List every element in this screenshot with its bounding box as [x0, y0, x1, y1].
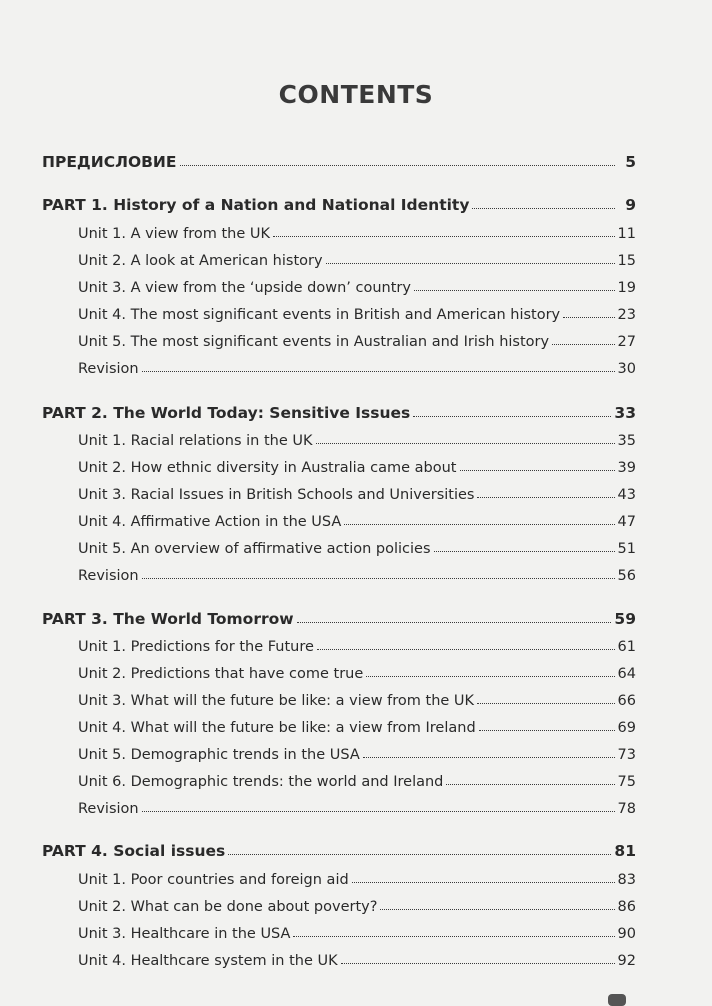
- dot-leader: [142, 811, 615, 812]
- dot-leader: [297, 622, 612, 623]
- dot-leader: [414, 290, 615, 291]
- toc-unit-entry: [0, 864, 712, 888]
- toc-entry-page-number: 83: [617, 872, 636, 888]
- toc-entry-page-number: 9: [625, 196, 636, 214]
- toc-entry-page-number: 33: [614, 404, 636, 422]
- toc-entry-page-number: 27: [617, 334, 636, 350]
- toc-entry-label: Unit 4. What will the future be like: a view from Ireland: [78, 720, 476, 736]
- toc-unit-entry: [0, 766, 712, 790]
- dot-leader: [273, 236, 615, 237]
- toc-entry-page-number: 81: [614, 842, 636, 860]
- toc-entry-label: Unit 3. What will the future be like: a view from the UK: [78, 693, 475, 709]
- toc-entry-page-number: 61: [617, 639, 636, 655]
- toc-entry-label: Unit 6. Demographic trends: the world and Ireland: [78, 774, 444, 790]
- page-corner-mark: [608, 994, 626, 1006]
- toc-entry-label: PART 1. History of a Nation and National Identity: [42, 196, 470, 214]
- toc-entry-page-number: 59: [614, 610, 636, 628]
- toc-entry-label: Revision: [78, 568, 139, 584]
- toc-unit-entry: [0, 245, 712, 269]
- toc-entry-label: PART 3. The World Tomorrow: [42, 610, 294, 628]
- toc-entry-label: Unit 3. A view from the ‘upside down’ country: [78, 280, 411, 296]
- toc-part-entry: [0, 836, 712, 860]
- toc-unit-entry: [0, 425, 712, 449]
- toc-entry-page-number: 69: [617, 720, 636, 736]
- toc-entry-page-number: 73: [617, 747, 636, 763]
- toc-part-entry: [0, 190, 712, 214]
- toc-entry-page-number: 11: [617, 226, 636, 242]
- toc-unit-entry: [0, 506, 712, 530]
- toc-entry-label: Unit 1. Racial relations in the UK: [78, 433, 313, 449]
- toc-entry-page-number: 15: [617, 253, 636, 269]
- toc-entry-label: Unit 3. Racial Issues in British Schools and Universities: [78, 487, 475, 503]
- toc-unit-entry: [0, 326, 712, 350]
- toc-part-entry: [0, 398, 712, 422]
- toc-part-entry: [0, 604, 712, 628]
- page-title: CONTENTS: [278, 80, 434, 109]
- toc-entry-label: PART 2. The World Today: Sensitive Issues: [42, 404, 411, 422]
- toc-entry-label: Unit 1. A view from the UK: [78, 226, 270, 242]
- dot-leader: [477, 703, 615, 704]
- dot-leader: [434, 551, 615, 552]
- toc-unit-entry: [0, 658, 712, 682]
- dot-leader: [228, 854, 611, 855]
- dot-leader: [479, 730, 615, 731]
- toc-unit-entry: [0, 685, 712, 709]
- dot-leader: [366, 676, 614, 677]
- toc-entry-label: PART 4. Social issues: [42, 842, 226, 860]
- toc-entry-label: ПРЕДИСЛОВИЕ: [42, 153, 177, 171]
- toc-entry-label: Unit 2. Predictions that have come true: [78, 666, 364, 682]
- dot-leader: [293, 936, 614, 937]
- toc-unit-entry: [0, 479, 712, 503]
- dot-leader: [317, 649, 615, 650]
- dot-leader: [363, 757, 615, 758]
- toc-entry-page-number: 19: [617, 280, 636, 296]
- dot-leader: [460, 470, 615, 471]
- toc-entry-page-number: 64: [617, 666, 636, 682]
- dot-leader: [142, 578, 615, 579]
- toc-entry-page-number: 39: [617, 460, 636, 476]
- toc-entry-label: Unit 4. The most significant events in British and American history: [78, 307, 561, 323]
- toc-entry-page-number: 51: [617, 541, 636, 557]
- dot-leader: [316, 443, 615, 444]
- dot-leader: [446, 784, 614, 785]
- toc-unit-entry: [0, 299, 712, 323]
- toc-entry-page-number: 66: [617, 693, 636, 709]
- toc-entry-label: Unit 1. Predictions for the Future: [78, 639, 314, 655]
- dot-leader: [326, 263, 615, 264]
- toc-entry-label: Unit 5. Demographic trends in the USA: [78, 747, 360, 763]
- toc-unit-entry: [0, 560, 712, 584]
- toc-unit-entry: [0, 712, 712, 736]
- toc-entry-label: Unit 4. Affirmative Action in the USA: [78, 514, 342, 530]
- toc-entry-label: Unit 4. Healthcare system in the UK: [78, 953, 338, 969]
- toc-entry-label: Unit 2. A look at American history: [78, 253, 323, 269]
- dot-leader: [552, 344, 614, 345]
- toc-entry-page-number: 75: [617, 774, 636, 790]
- toc-entry-page-number: 90: [617, 926, 636, 942]
- toc-entry-label: Unit 5. The most significant events in Australian and Irish history: [78, 334, 550, 350]
- toc-entry-label: Revision: [78, 801, 139, 817]
- toc-unit-entry: [0, 739, 712, 763]
- toc-unit-entry: [0, 945, 712, 969]
- toc-entry-page-number: 56: [617, 568, 636, 584]
- toc-unit-entry: [0, 218, 712, 242]
- toc-unit-entry: [0, 793, 712, 817]
- toc-unit-entry: [0, 353, 712, 377]
- toc-entry-page-number: 92: [617, 953, 636, 969]
- toc-part-entry: [0, 147, 712, 171]
- toc-unit-entry: [0, 533, 712, 557]
- toc-entry-page-number: 35: [617, 433, 636, 449]
- toc-unit-entry: [0, 918, 712, 942]
- toc-entry-page-number: 23: [617, 307, 636, 323]
- dot-leader: [477, 497, 614, 498]
- dot-leader: [380, 909, 614, 910]
- dot-leader: [413, 416, 611, 417]
- toc-entry-label: Unit 1. Poor countries and foreign aid: [78, 872, 349, 888]
- toc-entry-page-number: 5: [625, 153, 636, 171]
- dot-leader: [180, 165, 616, 166]
- toc-unit-entry: [0, 631, 712, 655]
- dot-leader: [344, 524, 614, 525]
- toc-entry-page-number: 43: [617, 487, 636, 503]
- toc-entry-page-number: 47: [617, 514, 636, 530]
- dot-leader: [563, 317, 614, 318]
- toc-entry-page-number: 86: [617, 899, 636, 915]
- toc-entry-label: Unit 2. How ethnic diversity in Australia came about: [78, 460, 457, 476]
- toc-entry-label: Unit 5. An overview of affirmative action policies: [78, 541, 431, 557]
- toc-entry-page-number: 30: [617, 361, 636, 377]
- dot-leader: [142, 371, 615, 372]
- dot-leader: [341, 963, 615, 964]
- toc-unit-entry: [0, 272, 712, 296]
- toc-entry-label: Unit 2. What can be done about poverty?: [78, 899, 378, 915]
- dot-leader: [352, 882, 615, 883]
- toc-entry-label: Revision: [78, 361, 139, 377]
- toc-entry-page-number: 78: [617, 801, 636, 817]
- toc-entry-label: Unit 3. Healthcare in the USA: [78, 926, 291, 942]
- toc-unit-entry: [0, 891, 712, 915]
- toc-unit-entry: [0, 452, 712, 476]
- dot-leader: [472, 208, 615, 209]
